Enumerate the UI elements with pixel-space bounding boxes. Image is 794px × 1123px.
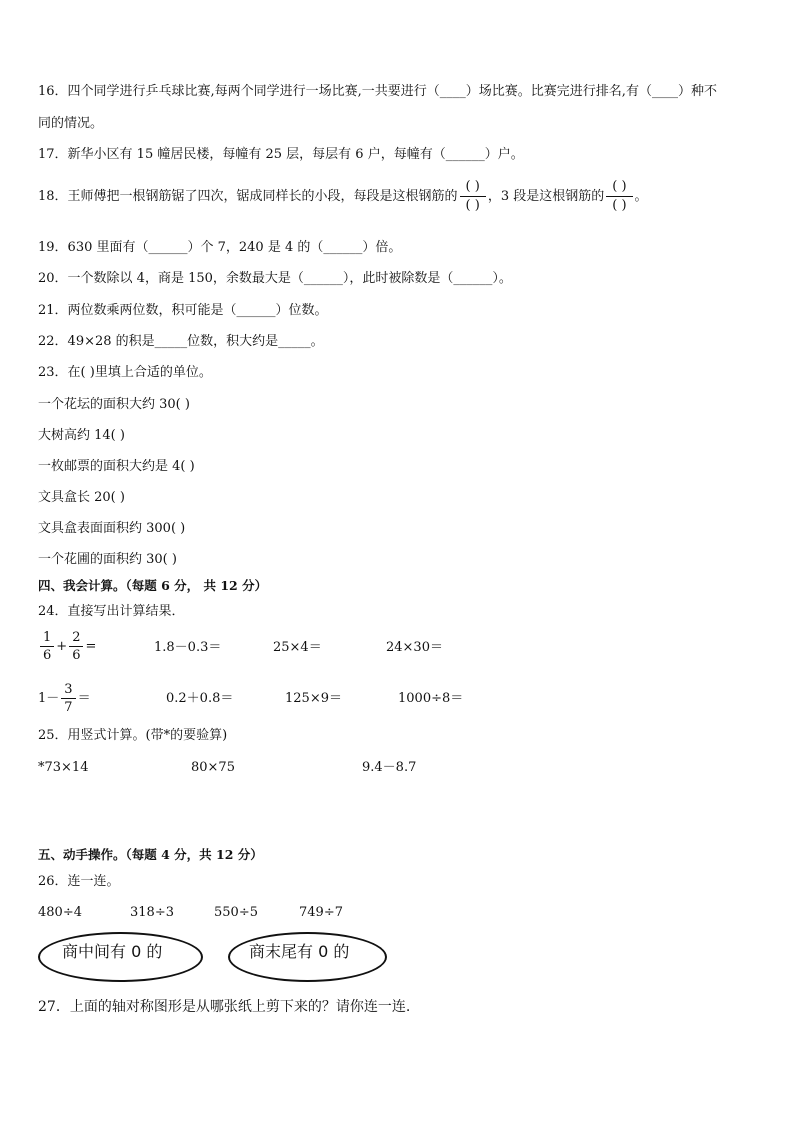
question-24-expr-1: [38, 628, 96, 666]
question-24-expr-8: 1000÷8＝: [398, 691, 464, 706]
question-26-item: 749÷7: [299, 905, 343, 920]
question-25-item: 9.4－8.7: [362, 760, 417, 775]
ellipse-label-middle-zero: 商中间有 0 的: [62, 942, 163, 961]
fraction-1-6: [40, 629, 54, 664]
question-24-expr-5: [38, 680, 91, 718]
blank-numerator: ( ): [460, 178, 486, 197]
question-24-expr-7: 125×9＝: [285, 691, 342, 706]
blank-denominator: ( ): [612, 198, 627, 213]
equals-sign: ＝: [77, 691, 91, 706]
question-16-line-2: 同的情况。: [38, 116, 104, 131]
question-25-item: *73×14: [38, 760, 89, 775]
question-24-expr-4: 24×30＝: [386, 640, 443, 655]
question-26-title: 26．连一连。: [38, 874, 120, 889]
plus-sign: +: [56, 639, 68, 654]
question-24-expr-3: 25×4＝: [273, 640, 322, 655]
blank-denominator: ( ): [465, 198, 480, 213]
question-22: 22．49×28 的积是_____位数，积大约是_____。: [38, 334, 324, 349]
question-18-part2: ，3 段是这根钢筋的: [487, 189, 605, 204]
numerator: 1: [40, 629, 54, 647]
question-23-item: 文具盒表面面积约 300( ): [38, 521, 186, 536]
numerator: 2: [69, 629, 83, 647]
question-18: [38, 178, 648, 216]
section-4-heading: 四、我会计算。（每题 6 分， 共 12 分）: [38, 578, 268, 593]
question-23-item: 一个花圃的面积约 30( ): [38, 552, 177, 567]
denominator: 6: [43, 648, 52, 663]
question-18-blank-fraction-1: [460, 178, 486, 215]
question-26-item: 318÷3: [130, 905, 174, 920]
question-23-item: 大树高约 14( ): [38, 428, 125, 443]
question-23-item: 一个花坛的面积大约 30( ): [38, 397, 190, 412]
question-19: 19．630 里面有（______）个 7，240 是 4 的（______）倍。: [38, 240, 402, 255]
question-24-expr-6: 0.2＋0.8＝: [166, 691, 234, 706]
question-26-item: 550÷5: [214, 905, 258, 920]
question-21: 21．两位数乘两位数，积可能是（______）位数。: [38, 303, 328, 318]
question-23-title: 23．在( )里填上合适的单位。: [38, 365, 212, 380]
question-17: 17．新华小区有 15 幢居民楼，每幢有 25 层，每层有 6 户，每幢有（______）户。: [38, 147, 524, 162]
fraction-3-7: [61, 681, 75, 716]
question-16-line-1: 16．四个同学进行乒乓球比赛,每两个同学进行一场比赛,一共要进行（____）场比赛。比赛完进行排名,有（____）种不: [38, 84, 717, 99]
question-27: 27．上面的轴对称图形是从哪张纸上剪下来的？请你连一连.: [38, 999, 411, 1015]
fraction-2-6: [69, 629, 83, 664]
question-18-part3: 。: [634, 189, 648, 204]
question-20: 20．一个数除以 4，商是 150，余数最大是（______），此时被除数是（______）。: [38, 271, 512, 286]
question-18-part1: 18．王师傅把一根钢筋锯了四次，锯成同样长的小段，每段是这根钢筋的: [38, 189, 458, 204]
numerator: 3: [61, 681, 75, 699]
question-24-expr-2: 1.8－0.3＝: [154, 640, 222, 655]
blank-numerator: ( ): [606, 178, 632, 197]
question-18-blank-fraction-2: [606, 178, 632, 215]
denominator: 6: [72, 648, 81, 663]
question-26-item: 480÷4: [38, 905, 82, 920]
question-25-title: 25．用竖式计算。(带*的要验算): [38, 728, 228, 743]
question-24-title: 24．直接写出计算结果．: [38, 604, 185, 619]
question-23-item: 文具盒长 20( ): [38, 490, 125, 505]
ellipse-label-end-zero: 商末尾有 0 的: [249, 942, 350, 961]
question-25-item: 80×75: [191, 760, 235, 775]
denominator: 7: [64, 700, 73, 715]
question-23-item: 一枚邮票的面积大约是 4( ): [38, 459, 195, 474]
equals-sign: =: [85, 639, 97, 654]
section-5-heading: 五、动手操作。（每题 4 分，共 12 分）: [38, 847, 263, 862]
one-minus: 1－: [38, 691, 60, 706]
